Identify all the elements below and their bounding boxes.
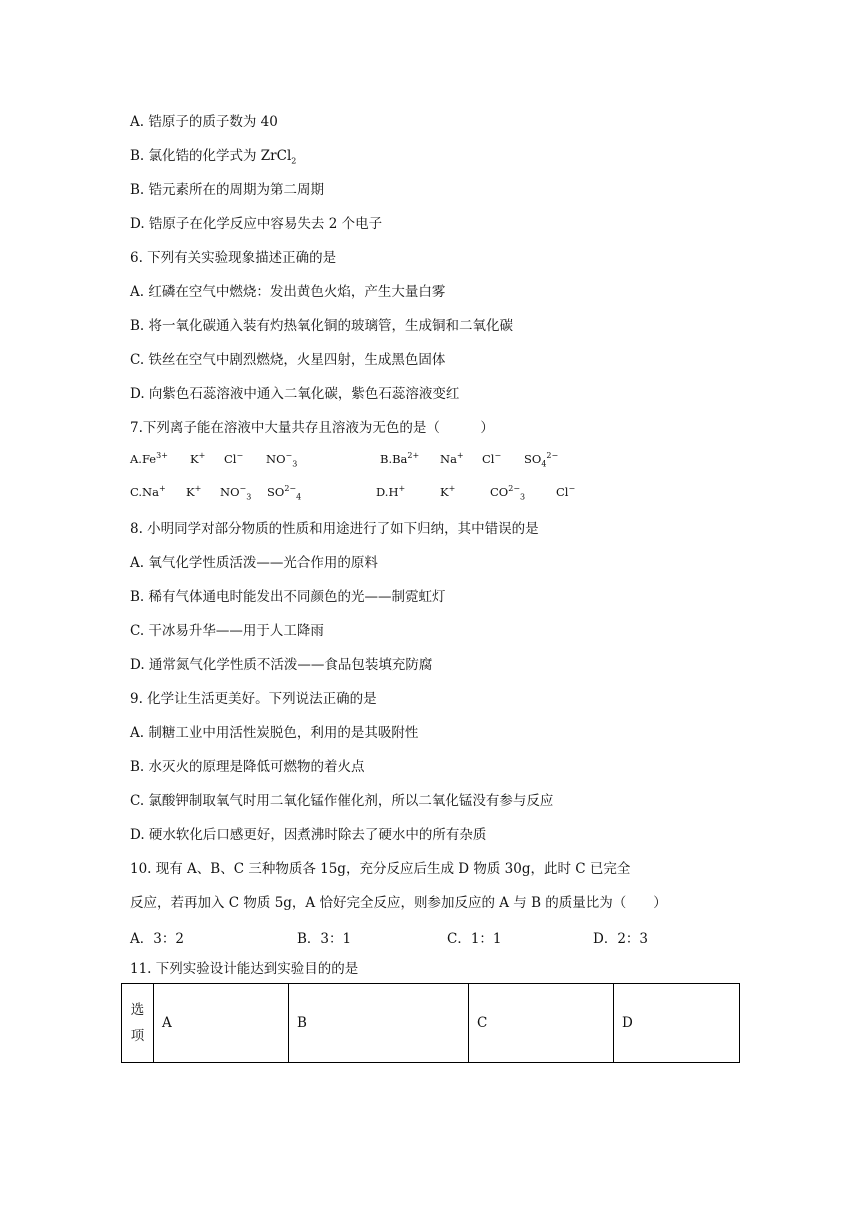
q8-option-d: D. 通常氮气化学性质不活泼——食品包装填充防腐 — [130, 657, 433, 673]
q7-option-c-ion4 — [267, 484, 302, 502]
q5-option-d: D. 锆原子在化学反应中容易失去 2 个电子 — [130, 216, 383, 232]
q7-option-b-ion4 — [524, 451, 559, 469]
q7-option-d-label: D.H — [376, 485, 399, 499]
q7-option-a-label: A.Fe — [130, 452, 157, 466]
q7-option-a-ion3 — [224, 452, 243, 466]
q5-option-c: B. 锆元素所在的周期为第二周期 — [130, 182, 325, 198]
q10-option-c: C．1：1 — [447, 931, 502, 947]
q7-option-c-ion3 — [220, 484, 252, 502]
q10-option-b: B．3：1 — [297, 931, 352, 947]
q7-option-b-label: B.Ba — [380, 452, 408, 466]
q11-col-a: A — [154, 984, 289, 1063]
q5-option-b-subscript: 2 — [291, 156, 297, 166]
q7-d-k: K — [440, 485, 449, 499]
q7-a-no-charge: − — [285, 451, 293, 461]
q7-c-no: NO — [220, 485, 240, 499]
q10-stem-line2: 反应，若再加入 C 物质 5g，A 恰好完全反应，则参加反应的 A 与 B 的质量比为（ ） — [130, 895, 667, 911]
q8-stem: 8. 小明同学对部分物质的性质和用途进行了如下归纳，其中错误的是 — [130, 521, 539, 537]
q11-col-d: D — [614, 984, 740, 1063]
q7-c-so-sub: 4 — [296, 492, 302, 502]
q8-option-b: B. 稀有气体通电时能发出不同颜色的光——制霓虹灯 — [130, 589, 446, 605]
q11-col-c: C — [469, 984, 614, 1063]
q7-a-no-sub: 3 — [292, 459, 298, 469]
q7-a-no: NO — [266, 452, 286, 466]
q6-option-a: A. 红磷在空气中燃烧：发出黄色火焰，产生大量白雾 — [130, 284, 446, 300]
q11-table — [121, 983, 740, 1063]
q5-option-b — [130, 147, 296, 165]
q7-option-d-ion4 — [556, 485, 575, 499]
q7-c-k: K — [186, 485, 195, 499]
q11-table-head-cell — [122, 984, 154, 1063]
q7-a-k: K — [190, 452, 199, 466]
q7-option-a-ion4 — [266, 451, 298, 469]
q6-option-d: D. 向紫色石蕊溶液中通入二氧化碳，紫色石蕊溶液变红 — [130, 386, 460, 402]
q7-d-charge: + — [398, 484, 406, 494]
q7-b-charge: 2+ — [407, 451, 420, 461]
q7-option-b-ion2 — [440, 452, 464, 466]
q7-d-co-charge: 2− — [508, 484, 521, 494]
q11-head-char1: 选 — [130, 1002, 145, 1018]
q7-d-co: CO — [490, 485, 509, 499]
q7-c-no-sub: 3 — [246, 492, 252, 502]
q7-a-cl: Cl — [224, 452, 237, 466]
q10-stem-line1: 10. 现有 A、B、C 三种物质各 15g，充分反应后生成 D 物质 30g，此时 C 已完全 — [130, 861, 631, 877]
q6-option-c: C. 铁丝在空气中剧烈燃烧，火星四射，生成黑色固体 — [130, 352, 446, 368]
q9-option-d: D. 硬水软化后口感更好，因煮沸时除去了硬水中的所有杂质 — [130, 827, 487, 843]
q7-b-so: SO — [524, 452, 542, 466]
q7-b-cl-charge: − — [494, 451, 502, 461]
q6-option-b: B. 将一氧化碳通入装有灼热氧化铜的玻璃管，生成铜和二氧化碳 — [130, 318, 514, 334]
q9-option-c: C. 氯酸钾制取氧气时用二氧化锰作催化剂，所以二氧化锰没有参与反应 — [130, 793, 554, 809]
q7-d-cl-charge: − — [568, 484, 576, 494]
q11-stem: 11. 下列实验设计能达到实验目的的是 — [130, 961, 359, 977]
q7-c-charge: + — [158, 484, 166, 494]
q7-d-k-charge: + — [448, 484, 456, 494]
q7-option-a-charge: 3+ — [156, 451, 168, 461]
q7-b-so-sub: 4 — [541, 459, 547, 469]
q11-col-b: B — [289, 984, 469, 1063]
q11-head-char2: 项 — [130, 1028, 145, 1044]
q7-d-co-sub: 3 — [520, 492, 526, 502]
q8-option-c: C. 干冰易升华——用于人工降雨 — [130, 623, 324, 639]
q7-option-a-ion1 — [130, 452, 168, 466]
q6-stem: 6. 下列有关实验现象描述正确的是 — [130, 250, 337, 266]
q7-a-cl-charge: − — [236, 451, 244, 461]
q7-option-b-ion1 — [380, 452, 419, 466]
q8-option-a: A. 氧气化学性质活泼——光合作用的原料 — [130, 555, 378, 571]
q7-a-k-charge: + — [198, 451, 206, 461]
q5-option-b-text: B. 氯化锆的化学式为 ZrCl — [130, 148, 292, 164]
q7-b-so-charge: 2− — [546, 451, 559, 461]
q9-option-a: A. 制糖工业中用活性炭脱色，利用的是其吸附性 — [130, 725, 419, 741]
q7-c-so-charge: 2− — [284, 484, 297, 494]
q7-d-cl: Cl — [556, 485, 569, 499]
q7-option-d-ion2 — [440, 485, 455, 499]
q7-c-k-charge: + — [194, 484, 202, 494]
q7-c-no-charge: − — [239, 484, 247, 494]
q7-option-c-label: C.Na — [130, 485, 159, 499]
q5-option-a: A. 锆原子的质子数为 40 — [130, 114, 278, 130]
q7-c-so: SO — [267, 485, 285, 499]
q7-option-d-ion1 — [376, 485, 405, 499]
q7-b-cl: Cl — [482, 452, 495, 466]
q7-b-na: Na — [440, 452, 457, 466]
q10-option-d: D．2：3 — [593, 931, 649, 947]
q7-option-d-ion3 — [490, 484, 526, 502]
q7-option-c-ion1 — [130, 485, 166, 499]
q9-option-b: B. 水灭火的原理是降低可燃物的着火点 — [130, 759, 365, 775]
q9-stem: 9. 化学让生活更美好。下列说法正确的是 — [130, 691, 377, 707]
q10-option-a: A．3：2 — [130, 931, 184, 947]
q7-option-c-ion2 — [186, 485, 201, 499]
q11-table-header-row — [122, 984, 740, 1063]
q7-b-na-charge: + — [456, 451, 464, 461]
q7-option-a-ion2 — [190, 452, 205, 466]
q7-stem: 7.下列离子能在溶液中大量共存且溶液为无色的是（ ） — [130, 420, 494, 436]
q7-option-b-ion3 — [482, 452, 501, 466]
